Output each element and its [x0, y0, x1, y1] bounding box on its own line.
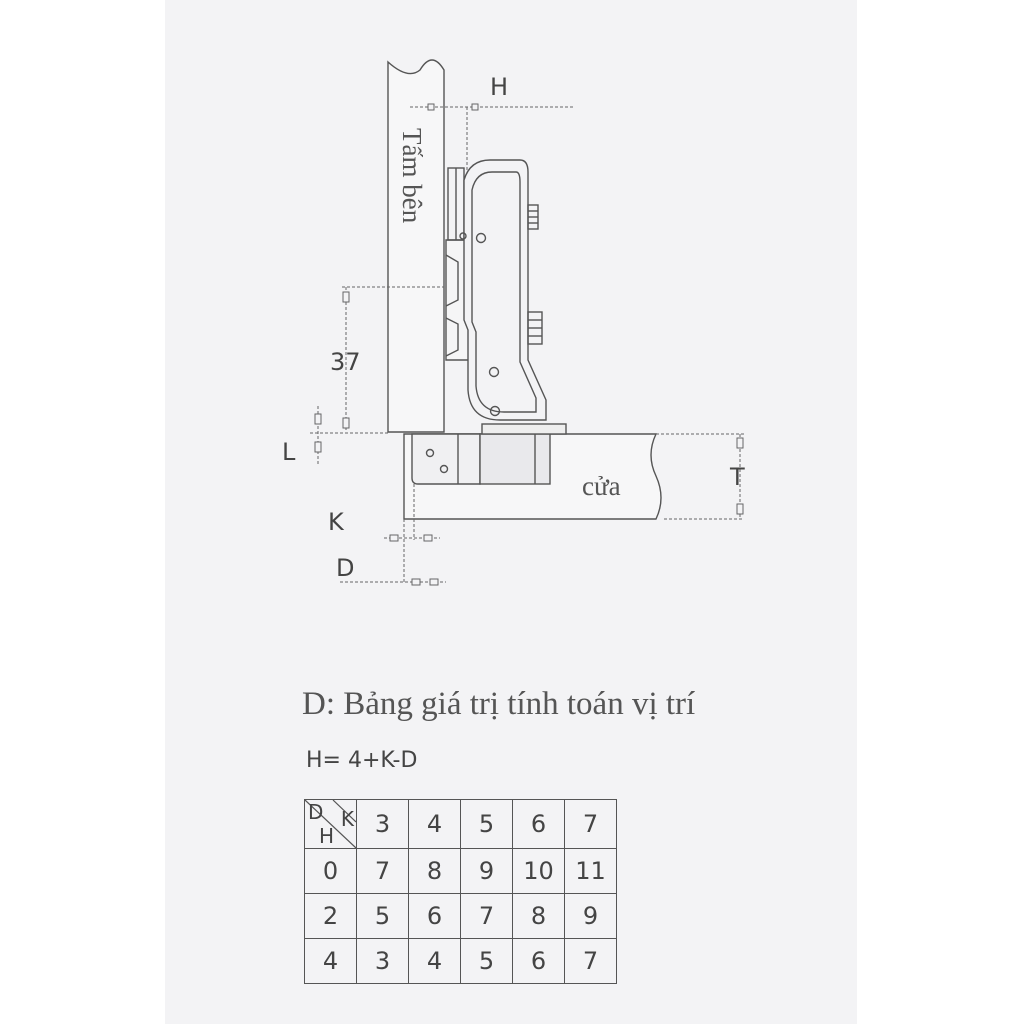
- side-panel: [388, 60, 444, 432]
- h-value-cell: 3: [357, 939, 409, 984]
- h-value-cell: 8: [513, 894, 565, 939]
- h-value-cell: 8: [409, 849, 461, 894]
- corner-k-label: K: [340, 807, 354, 831]
- h-value-cell: 6: [409, 894, 461, 939]
- k-header-cell: 6: [513, 800, 565, 849]
- k-header-cell: 4: [409, 800, 461, 849]
- dimension-k-label: K: [328, 508, 344, 536]
- k-header-cell: 7: [565, 800, 617, 849]
- dimension-d-label: D: [336, 554, 355, 582]
- corner-h-label: H: [319, 824, 335, 848]
- table-header-row: [305, 800, 617, 849]
- h-value-cell: 6: [513, 939, 565, 984]
- k-header-cell: 5: [461, 800, 513, 849]
- d-value-cell: 4: [305, 939, 357, 984]
- h-value-cell: 5: [357, 894, 409, 939]
- door-label: cửa: [582, 471, 621, 501]
- h-value-cell: 7: [461, 894, 513, 939]
- side-panel-label: Tấm bên: [397, 128, 427, 224]
- formula-text: H= 4+K-D: [306, 748, 418, 773]
- table-row: [305, 939, 617, 984]
- table-row: [305, 894, 617, 939]
- h-value-cell: 5: [461, 939, 513, 984]
- dimension-l-label: L: [282, 438, 296, 466]
- table-corner-cell: [305, 800, 357, 849]
- h-value-cell: 9: [565, 894, 617, 939]
- d-value-cell: 0: [305, 849, 357, 894]
- hinge-cup: [412, 434, 480, 484]
- dimension-h-label: H: [490, 73, 509, 101]
- dimension-t-label: T: [730, 463, 745, 491]
- k-header-cell: 3: [357, 800, 409, 849]
- d-value-cell: 2: [305, 894, 357, 939]
- h-value-cell: 11: [565, 849, 617, 894]
- h-value-cell: 7: [357, 849, 409, 894]
- dimension-37-label: 37: [330, 348, 361, 376]
- table-title: D: Bảng giá trị tính toán vị trí: [302, 686, 696, 722]
- table-row: [305, 849, 617, 894]
- h-value-cell: 10: [513, 849, 565, 894]
- h-value-cell: 9: [461, 849, 513, 894]
- h-value-cell: 4: [409, 939, 461, 984]
- h-value-cell: 7: [565, 939, 617, 984]
- calculation-table: [304, 799, 617, 984]
- corner-d-label: D: [308, 800, 324, 824]
